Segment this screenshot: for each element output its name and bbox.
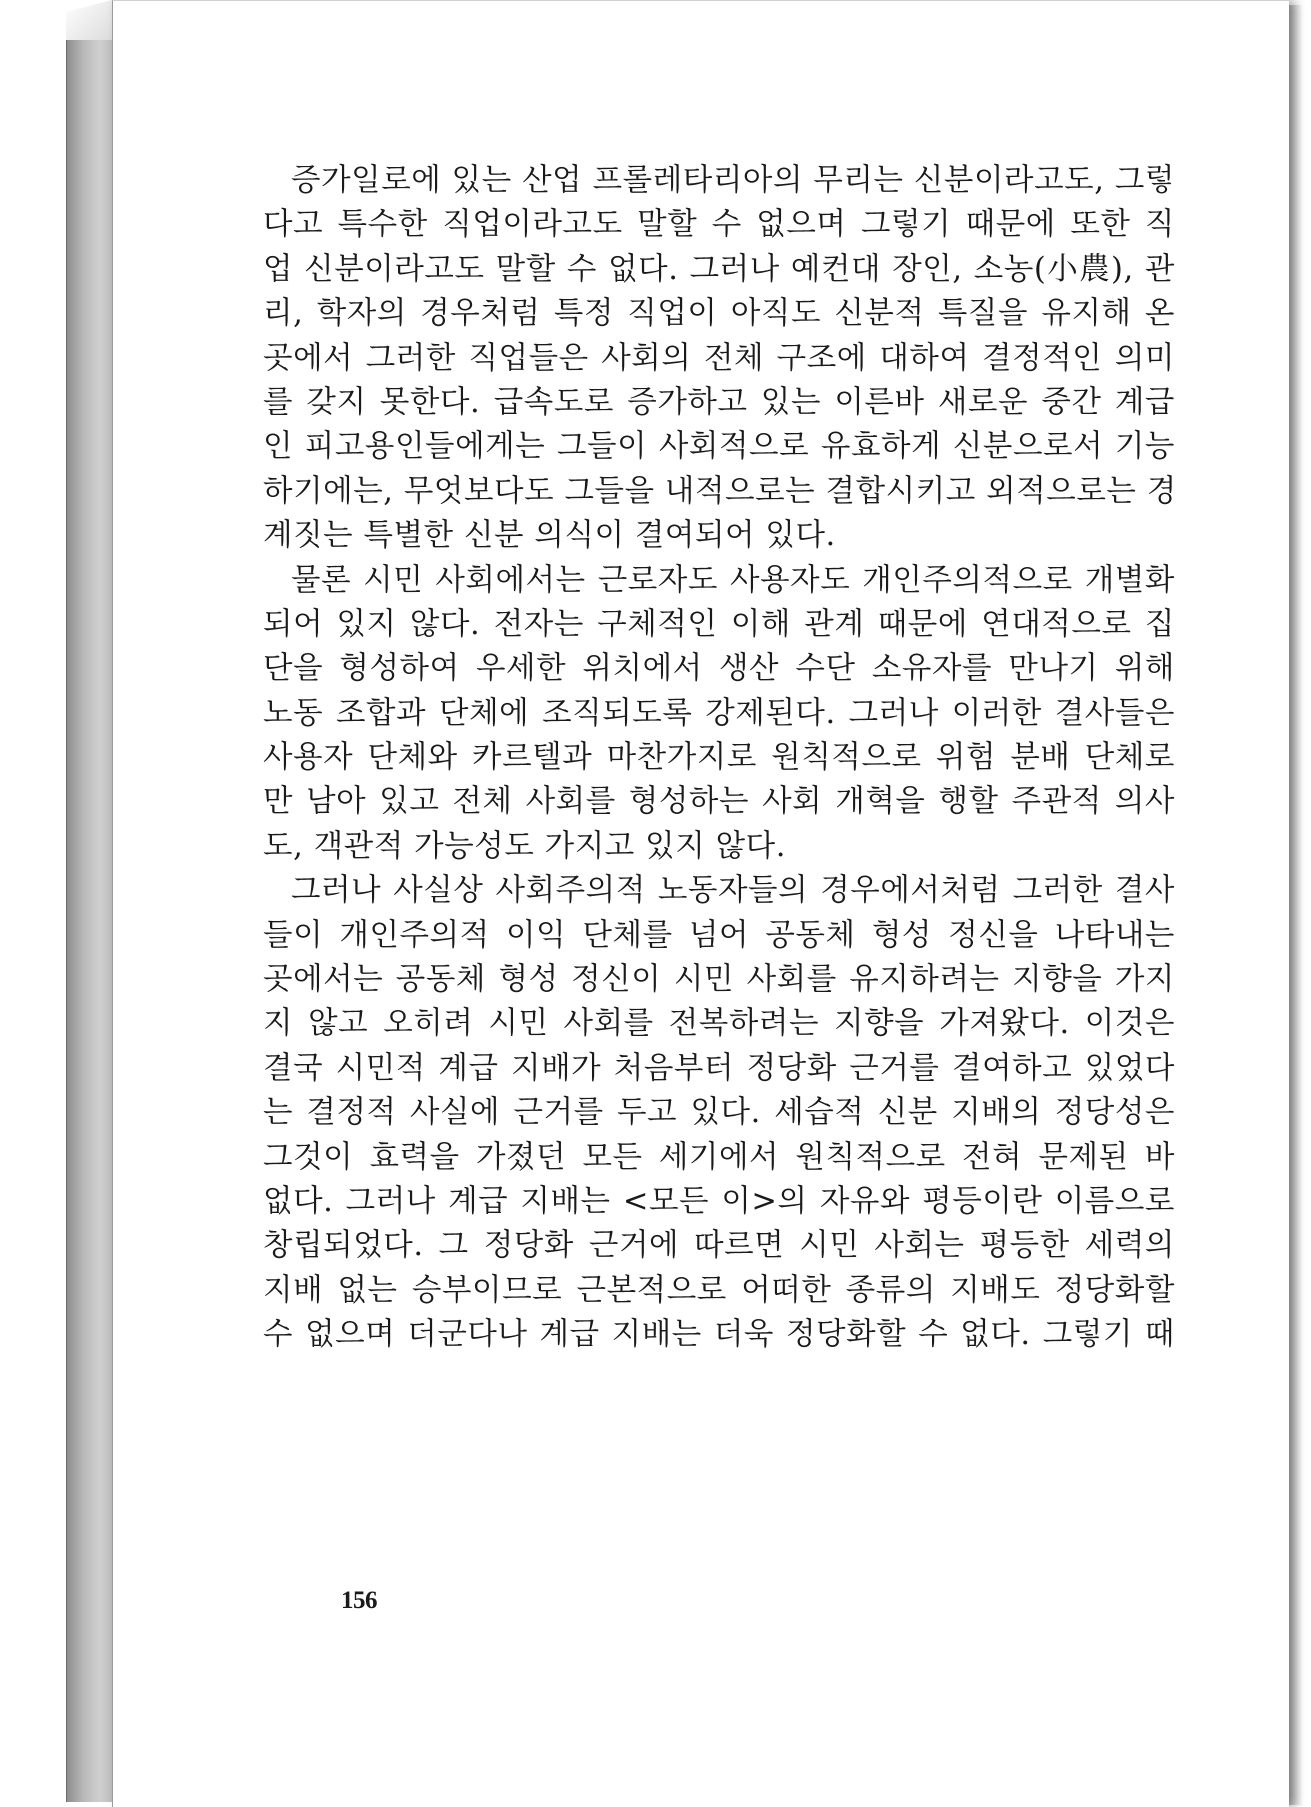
text-line: 노동 조합과 단체에 조직되도록 강제된다. 그러나 이러한 결사들은 [263, 695, 1175, 731]
text-line: 물론 시민 사회에서는 근로자도 사용자도 개인주의적으로 개별화 [291, 562, 1175, 598]
text-line: 하기에는, 무엇보다도 그들을 내적으로는 결합시키고 외적으로는 경 [263, 473, 1177, 509]
text-line: 는 결정적 사실에 근거를 두고 있다. 세습적 신분 지배의 정당성은 [263, 1095, 1175, 1131]
text-line: 계짓는 특별한 신분 의식이 결여되어 있다. [263, 518, 836, 554]
text-line: 결국 시민적 계급 지배가 처음부터 정당화 근거를 결여하고 있었다 [263, 1050, 1175, 1086]
book-spine [66, 12, 113, 1802]
text-line: 사용자 단체와 카르텔과 마찬가지로 원칙적으로 위험 분배 단체로 [263, 740, 1175, 776]
book-page [112, 0, 1289, 1807]
text-line: 도, 객관적 가능성도 가지고 있지 않다. [263, 828, 787, 864]
page-number: 156 [341, 1587, 377, 1614]
text-line: 리, 학자의 경우처럼 특정 직업이 아직도 신분적 특질을 유지해 온 [263, 296, 1175, 332]
text-line: 를 갖지 못한다. 급속도로 증가하고 있는 이른바 새로운 중간 계급 [263, 384, 1175, 420]
text-line: 수 없으며 더군다나 계급 지배는 더욱 정당화할 수 없다. 그렇기 때 [263, 1317, 1175, 1353]
paragraph [263, 869, 1175, 1357]
text-line: 지배 없는 승부이므로 근본적으로 어떠한 종류의 지배도 정당화할 [263, 1272, 1175, 1308]
text-line: 인 피고용인들에게는 그들이 사회적으로 유효하게 신분으로서 기능 [263, 429, 1175, 465]
text-line: 업 신분이라고도 말할 수 없다. 그러나 예컨대 장인, 소농(小農), 관 [263, 251, 1175, 287]
text-line: 다고 특수한 직업이라고도 말할 수 없으며 그렇기 때문에 또한 직 [263, 207, 1175, 243]
text-line: 들이 개인주의적 이익 단체를 넘어 공동체 형성 정신을 나타내는 [263, 917, 1175, 953]
text-line: 지 않고 오히려 시민 사회를 전복하려는 지향을 가져왔다. 이것은 [263, 1006, 1175, 1042]
text-line: 되어 있지 않다. 전자는 구체적인 이해 관계 때문에 연대적으로 집 [263, 606, 1175, 642]
text-line: 만 남아 있고 전체 사회를 형성하는 사회 개혁을 행할 주관적 의사 [263, 784, 1175, 820]
book [66, 0, 1288, 1806]
text-line: 창립되었다. 그 정당화 근거에 따르면 시민 사회는 평등한 세력의 [263, 1228, 1175, 1264]
text-line: 그것이 효력을 가졌던 모든 세기에서 원칙적으로 전혀 문제된 바 [263, 1139, 1175, 1175]
text-line: 단을 형성하여 우세한 위치에서 생산 수단 소유자를 만나기 위해 [263, 651, 1175, 687]
book-top-edge [66, 0, 112, 40]
paragraph [263, 159, 1175, 559]
text-line: 없다. 그러나 계급 지배는 <모든 이>의 자유와 평등이란 이름으로 [263, 1183, 1175, 1219]
text-line: 곳에서 그러한 직업들은 사회의 전체 구조에 대하여 결정적인 의미 [263, 340, 1175, 376]
paragraph [263, 559, 1175, 870]
body-text [263, 159, 1175, 1358]
text-line: 그러나 사실상 사회주의적 노동자들의 경우에서처럼 그러한 결사 [291, 873, 1175, 909]
text-line: 곳에서는 공동체 형성 정신이 시민 사회를 유지하려는 지향을 가지 [263, 962, 1175, 998]
text-line: 증가일로에 있는 산업 프롤레타리아의 무리는 신분이라고도, 그렇 [291, 163, 1175, 198]
